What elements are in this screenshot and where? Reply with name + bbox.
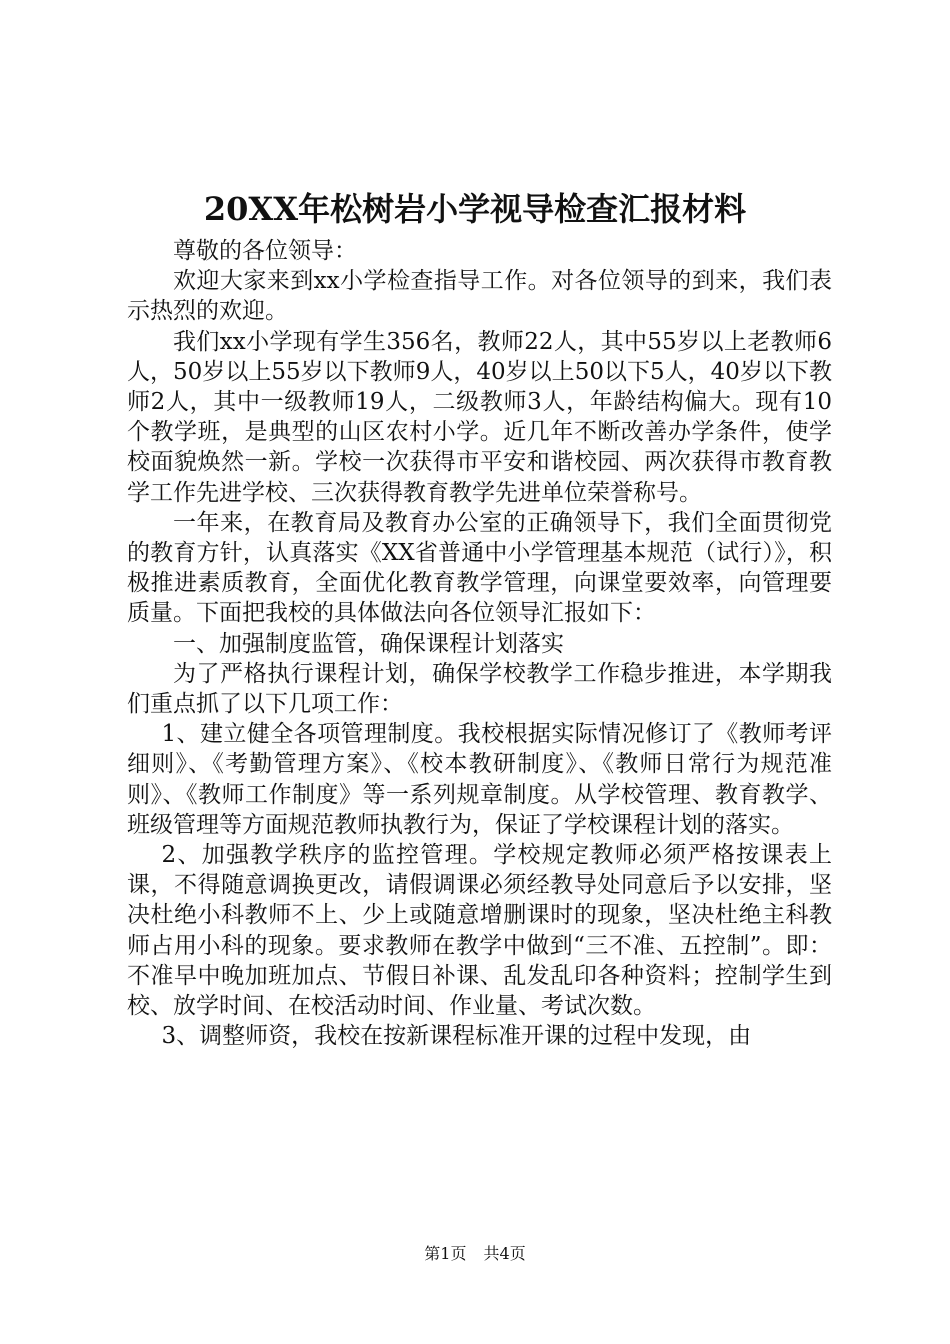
item-3-paragraph: 3、调整师资，我校在按新课程标准开课的过程中发现，由 (161, 1023, 752, 1050)
item-2-paragraph: 2、加强教学秩序的监控管理。学校规定教师必须严格按课表上课，不得随意调换更改，请假调课必须经教导处同意后予以安排，坚决杜绝小科教师不上、少上或随意增删课时的现象，坚决杜绝主科教师占用小科的现象。要求教师在教学中做到“三不准、五控制”。即：不准早中晚加班加点、节假日补课、乱发乱印各种资料；控制学生到校、放学时间、在校活动时间、作业量、考试次数。 (127, 842, 832, 1020)
page-footer (0, 1242, 950, 1266)
document-body (127, 236, 832, 1051)
work-summary-paragraph: 一年来，在教育局及教育办公室的正确领导下，我们全面贯彻党的教育方针，认真落实《XX省普通中小学管理基本规范（试行）》，积极推进素质教育，全面优化教育教学管理，向课堂要效率，向管理要质量。下面把我校的具体做法向各位领导汇报如下： (127, 509, 832, 627)
page-number: 第1页 (424, 1244, 467, 1263)
greeting-paragraph: 尊敬的各位领导： (173, 238, 357, 264)
page-total: 共4页 (483, 1244, 526, 1263)
welcome-paragraph: 欢迎大家来到xx小学检查指导工作。对各位领导的到来，我们表示热烈的欢迎。 (127, 268, 832, 325)
section-heading-1: 一、加强制度监管，确保课程计划落实 (173, 630, 564, 657)
document-title: 20XX年松树岩小学视导检查汇报材料 (203, 190, 747, 228)
item-1-paragraph: 1、建立健全各项管理制度。我校根据实际情况修订了《教师考评细则》、《考勤管理方案》、《校本教研制度》、《教师日常行为规范准则》、《教师工作制度》等一系列规章制度。从学校管理、教育教学、班级管理等方面规范教师执教行为，保证了学校课程计划的落实。 (127, 721, 832, 838)
section-intro-paragraph: 为了严格执行课程计划，确保学校教学工作稳步推进，本学期我们重点抓了以下几项工作： (127, 660, 832, 718)
school-overview-paragraph: 我们xx小学现有学生356名，教师22人，其中55岁以上老教师6人，50岁以上55岁以下教师9人，40岁以上50以下5人，40岁以下教师2人，其中一级教师19人，二级教师3人，年龄结构偏大。现有10个教学班，是典型的山区农村小学。近几年不断改善办学条件，使学校面貌焕然一新。学校一次获得市平安和谐校园、两次获得市教育教学工作先进学校、三次获得教育教学先进单位荣誉称号。 (127, 328, 832, 506)
